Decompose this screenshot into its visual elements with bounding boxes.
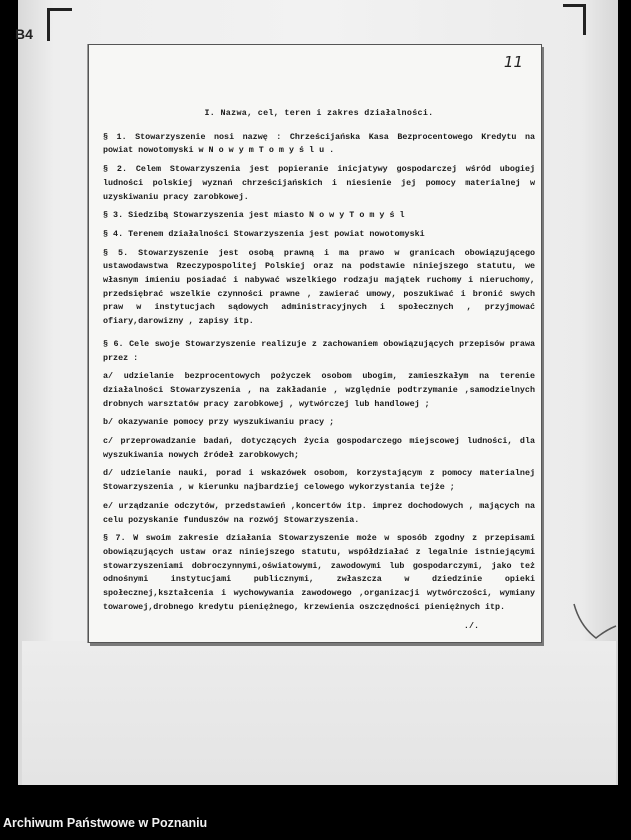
list-item-c: c/ przeprowadzanie badań, dotyczących życia gospodarczego miejscowej ludności, dla wyszukiwania nowych źródeł zarobkowych; bbox=[103, 436, 535, 460]
document-page bbox=[88, 44, 542, 643]
corner-tag: B4 bbox=[15, 26, 33, 42]
paragraph-3: § 3. Siedzibą Stowarzyszenia jest miasto N o w y T o m y ś l bbox=[103, 210, 405, 221]
continuation-mark: ./. bbox=[463, 620, 479, 631]
paragraph-2: § 2. Celem Stowarzyszenia jest popieranie inicjatywy gospodarczej wśród ubogiej ludności polskiej wyznań chrześcijańskich i niesienie jej pomocy materialnej w uzyskiwaniu pracy zarobkowej. bbox=[103, 164, 535, 202]
paragraph-6: § 6. Cele swoje Stowarzyszenie realizuje z zachowaniem obowiązujących przepisów prawa przez : bbox=[103, 338, 535, 363]
document-text bbox=[103, 107, 535, 633]
list-item-e: e/ urządzanie odczytów, przedstawień ,koncertów itp. imprez dochodowych , mających na celu pozyskanie funduszów na rozwój Stowarzyszenia. bbox=[103, 500, 535, 525]
paragraph-5: § 5. Stowarzyszenie jest osobą prawną i ma prawo w granicach obowiązującego ustawodawstwa Rzeczypospolitej Polskiej oraz na podstawie niniejszego statutu, we własnym imieniu posiadać i nabywać wszelkiego rodzaju majątek ruchomy i nieruchomy, przedsiębrać wszelkie czynności prawne , zawierać umowy, poszukiwać i bronić swych praw w instytucjach sądowych administracyjnych i społecznych , przyjmować ofiary,darowizny , zapisy itp. bbox=[103, 247, 535, 327]
crop-mark-right bbox=[563, 4, 586, 35]
list-item-d: d/ udzielanie nauki, porad i wskazówek osobom, korzystającym z pomocy materialnej Stowarzyszenia , w kierunku najbardziej celowego wykorzystania tejże ; bbox=[103, 468, 535, 493]
paragraph-4: § 4. Terenem działalności Stowarzyszenia jest powiat nowotomyski bbox=[103, 228, 425, 239]
list-item-a: a/ udzielanie bezprocentowych pożyczek osobom ubogim, zamieszkałym na terenie działalności Stowarzyszenia , na zakładanie , względnie podtrzymanie ,samodzielnych drobnych warsztatów pracy zarobkowej , wytwórczej lub handlowej ; bbox=[103, 371, 535, 409]
paragraph-1: § 1. Stowarzyszenie nosi nazwę : Chrześcijańska Kasa Bezprocentowego Kredytu na powiat nowotomyski w N o w y m T o m y ś l u . bbox=[103, 131, 535, 156]
section-heading: I. Nazwa, cel, teren i zakres działalności. bbox=[204, 108, 434, 118]
archive-footer: Archiwum Państwowe w Poznaniu bbox=[3, 816, 208, 830]
crop-mark-left bbox=[47, 8, 72, 41]
lower-film-strip bbox=[22, 641, 616, 785]
list-item-b: b/ okazywanie pomocy przy wyszukiwaniu pracy ; bbox=[103, 417, 335, 428]
pencil-mark-icon bbox=[570, 600, 620, 650]
page-number: 11 bbox=[503, 53, 523, 71]
paragraph-7: § 7. W swoim zakresie działania Stowarzyszenie może w sposób zgodny z przepisami obowiązujących ustaw oraz niniejszego statutu, współdziałać z legalnie istniejącymi stowarzyszeniami dobroczynnymi,oświatowymi, zawodowymi lub gospodarczymi, jako też odnośnymi instytucjami publicznymi, zwłaszcza w dziedzinie opieki społecznej,kształcenia i wychowywania zawodowego ,organizacji wytwórczości, wymiany towarowej,drobnego kredytu pieniężnego, krzewienia oszczędności pieniężnych itp. bbox=[103, 533, 535, 612]
